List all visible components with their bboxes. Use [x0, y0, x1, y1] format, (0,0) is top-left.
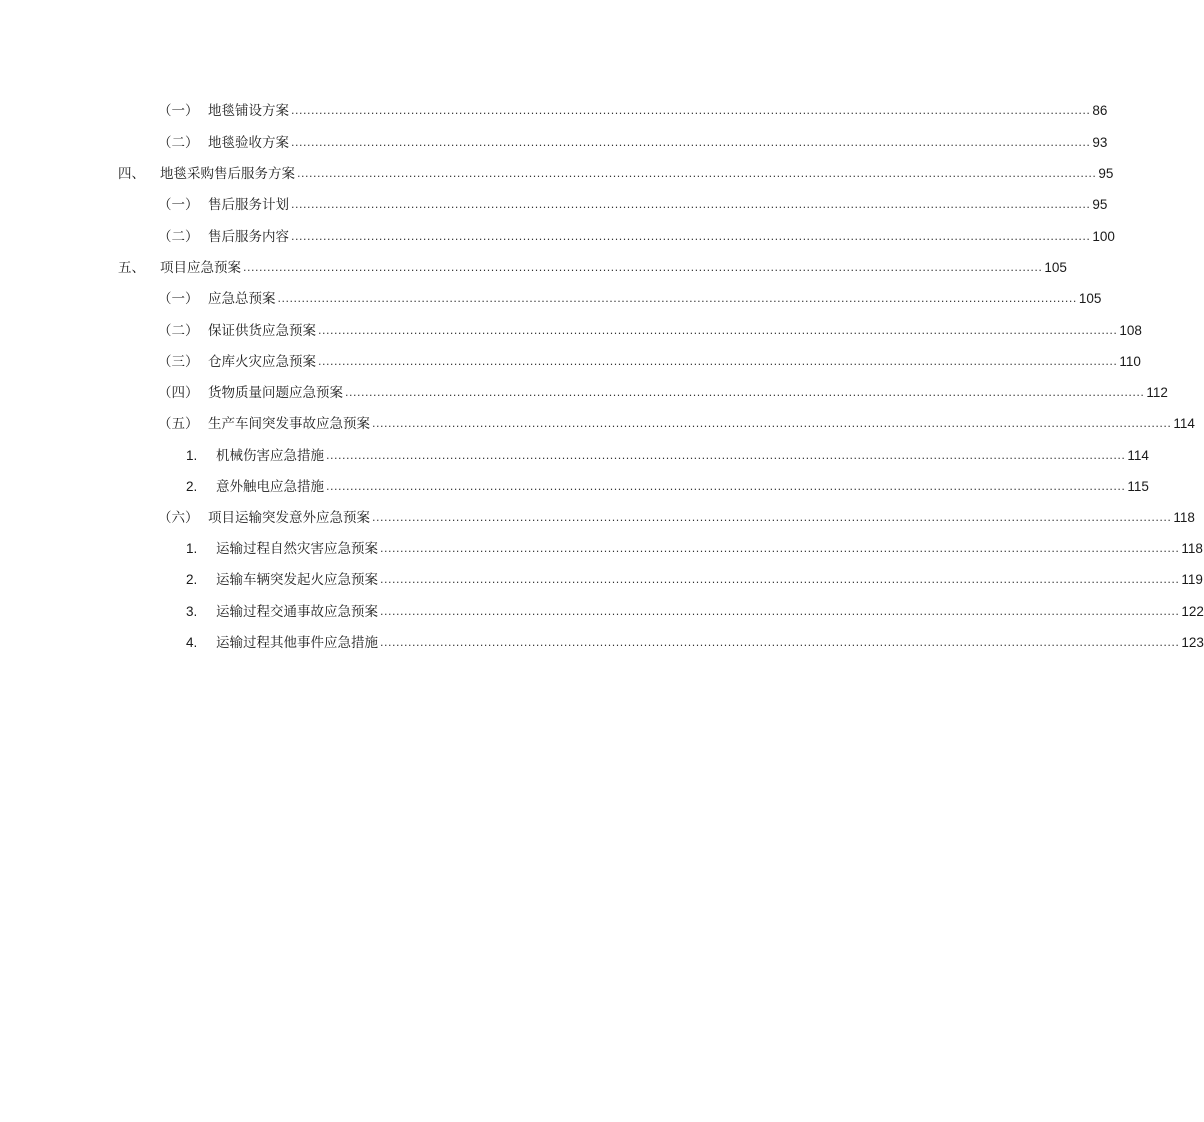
- toc-leader-dots: ........................................................................................................................................................................................................: [318, 324, 1118, 337]
- toc-entry-number: （六）: [158, 510, 199, 526]
- toc-entry-title: 地毯验收方案: [208, 135, 289, 151]
- toc-entry-page: 105: [1078, 291, 1102, 306]
- toc-entry-number: 3.: [186, 604, 198, 619]
- toc-entry-number: （五）: [158, 416, 199, 432]
- toc-entry-title: 项目运输突发意外应急预案: [208, 510, 370, 526]
- toc-entry-page: 110: [1119, 354, 1141, 369]
- toc-entry[interactable]: [158, 413, 1195, 435]
- toc-leader-dots: ........................................................................................................................................................................................................: [326, 480, 1126, 493]
- toc-entry-page: 115: [1127, 479, 1149, 494]
- toc-entry-title: 机械伤害应急措施: [216, 448, 324, 464]
- toc-entry[interactable]: [158, 351, 1141, 373]
- toc-entry[interactable]: [158, 194, 1108, 216]
- toc-entry-number: 五、: [118, 260, 145, 276]
- toc-entry-title: 运输过程交通事故应急预案: [216, 604, 378, 620]
- toc-entry-number: 1.: [186, 541, 198, 556]
- toc-entry-title: 项目应急预案: [160, 260, 241, 276]
- toc-entry-title: 意外触电应急措施: [216, 479, 324, 495]
- toc-entry-page: 112: [1146, 385, 1168, 400]
- toc-entry-page: 105: [1044, 260, 1067, 275]
- toc-entry-page: 118: [1181, 541, 1203, 556]
- toc-leader-dots: ........................................................................................................................................................................................................: [277, 292, 1077, 305]
- toc-leader-dots: ........................................................................................................................................................................................................: [291, 136, 1091, 149]
- toc-entry-title: 仓库火灾应急预案: [208, 354, 316, 370]
- toc-entry-number: （一）: [158, 197, 199, 213]
- toc-entry-page: 118: [1173, 510, 1195, 525]
- toc-leader-dots: ........................................................................................................................................................................................................: [380, 573, 1180, 586]
- toc-entry-number: 1.: [186, 448, 198, 463]
- toc-entry[interactable]: [158, 226, 1115, 248]
- toc-entry-number: （二）: [158, 229, 199, 245]
- toc-entry-page: 95: [1092, 197, 1108, 212]
- toc-entry[interactable]: [118, 163, 1114, 185]
- toc-leader-dots: ........................................................................................................................................................................................................: [318, 355, 1118, 368]
- toc-entry[interactable]: [118, 257, 1067, 279]
- toc-leader-dots: ........................................................................................................................................................................................................: [326, 449, 1126, 462]
- toc-entry-title: 售后服务内容: [208, 229, 289, 245]
- toc-entry-title: 地毯铺设方案: [208, 103, 289, 119]
- toc-entry-title: 售后服务计划: [208, 197, 289, 213]
- toc-entry-title: 生产车间突发事故应急预案: [208, 416, 370, 432]
- toc-entry[interactable]: [186, 632, 1204, 654]
- toc-leader-dots: ........................................................................................................................................................................................................: [345, 386, 1145, 399]
- toc-entry[interactable]: [186, 569, 1203, 591]
- toc-entry-title: 地毯采购售后服务方案: [160, 166, 295, 182]
- toc-entry-page: 123: [1181, 635, 1204, 650]
- toc-entry-number: 2.: [186, 572, 198, 587]
- toc-entry-title: 货物质量问题应急预案: [208, 385, 343, 401]
- toc-leader-dots: ........................................................................................................................................................................................................: [380, 542, 1180, 555]
- toc-leader-dots: ........................................................................................................................................................................................................: [291, 104, 1091, 117]
- toc-entry[interactable]: [158, 507, 1195, 529]
- toc-entry-title: 运输过程自然灾害应急预案: [216, 541, 378, 557]
- toc-entry-number: 4.: [186, 635, 198, 650]
- toc-entry[interactable]: [158, 132, 1108, 154]
- toc-leader-dots: ........................................................................................................................................................................................................: [372, 417, 1172, 430]
- toc-entry[interactable]: [158, 100, 1108, 122]
- toc-entry-page: 119: [1181, 572, 1203, 587]
- toc-entry-number: （二）: [158, 323, 199, 339]
- toc-leader-dots: ........................................................................................................................................................................................................: [291, 230, 1091, 243]
- toc-entry[interactable]: [186, 538, 1203, 560]
- toc-entry-page: 122: [1181, 604, 1204, 619]
- toc-entry[interactable]: [186, 601, 1204, 623]
- toc-entry-number: （一）: [158, 103, 199, 119]
- toc-entry-title: 运输过程其他事件应急措施: [216, 635, 378, 651]
- toc-entry[interactable]: [158, 288, 1102, 310]
- toc-leader-dots: ........................................................................................................................................................................................................: [372, 511, 1172, 524]
- toc-entry-page: 114: [1173, 416, 1195, 431]
- toc-leader-dots: ........................................................................................................................................................................................................: [243, 261, 1043, 274]
- toc-entry-page: 114: [1127, 448, 1149, 463]
- toc-leader-dots: ........................................................................................................................................................................................................: [297, 167, 1097, 180]
- toc-entry[interactable]: [186, 476, 1149, 498]
- toc-entry-page: 108: [1119, 323, 1142, 338]
- toc-leader-dots: ........................................................................................................................................................................................................: [380, 636, 1180, 649]
- toc-entry-title: 应急总预案: [208, 291, 276, 307]
- toc-entry-number: （一）: [158, 291, 199, 307]
- toc-leader-dots: ........................................................................................................................................................................................................: [380, 605, 1180, 618]
- toc-entry-number: （二）: [158, 135, 199, 151]
- toc-entry-title: 保证供货应急预案: [208, 323, 316, 339]
- toc-entry-page: 100: [1092, 229, 1115, 244]
- toc-entry[interactable]: [158, 320, 1142, 342]
- toc-entry-title: 运输车辆突发起火应急预案: [216, 572, 378, 588]
- toc-entry-page: 93: [1092, 135, 1108, 150]
- toc-entry[interactable]: [158, 382, 1168, 404]
- toc-entry-number: 四、: [118, 166, 145, 182]
- toc-entry-page: 95: [1098, 166, 1114, 181]
- toc-entry-number: 2.: [186, 479, 198, 494]
- toc-entry[interactable]: [186, 445, 1149, 467]
- toc-entry-number: （四）: [158, 385, 199, 401]
- toc-leader-dots: ........................................................................................................................................................................................................: [291, 198, 1091, 211]
- toc-entry-number: （三）: [158, 354, 199, 370]
- toc-entry-page: 86: [1092, 103, 1108, 118]
